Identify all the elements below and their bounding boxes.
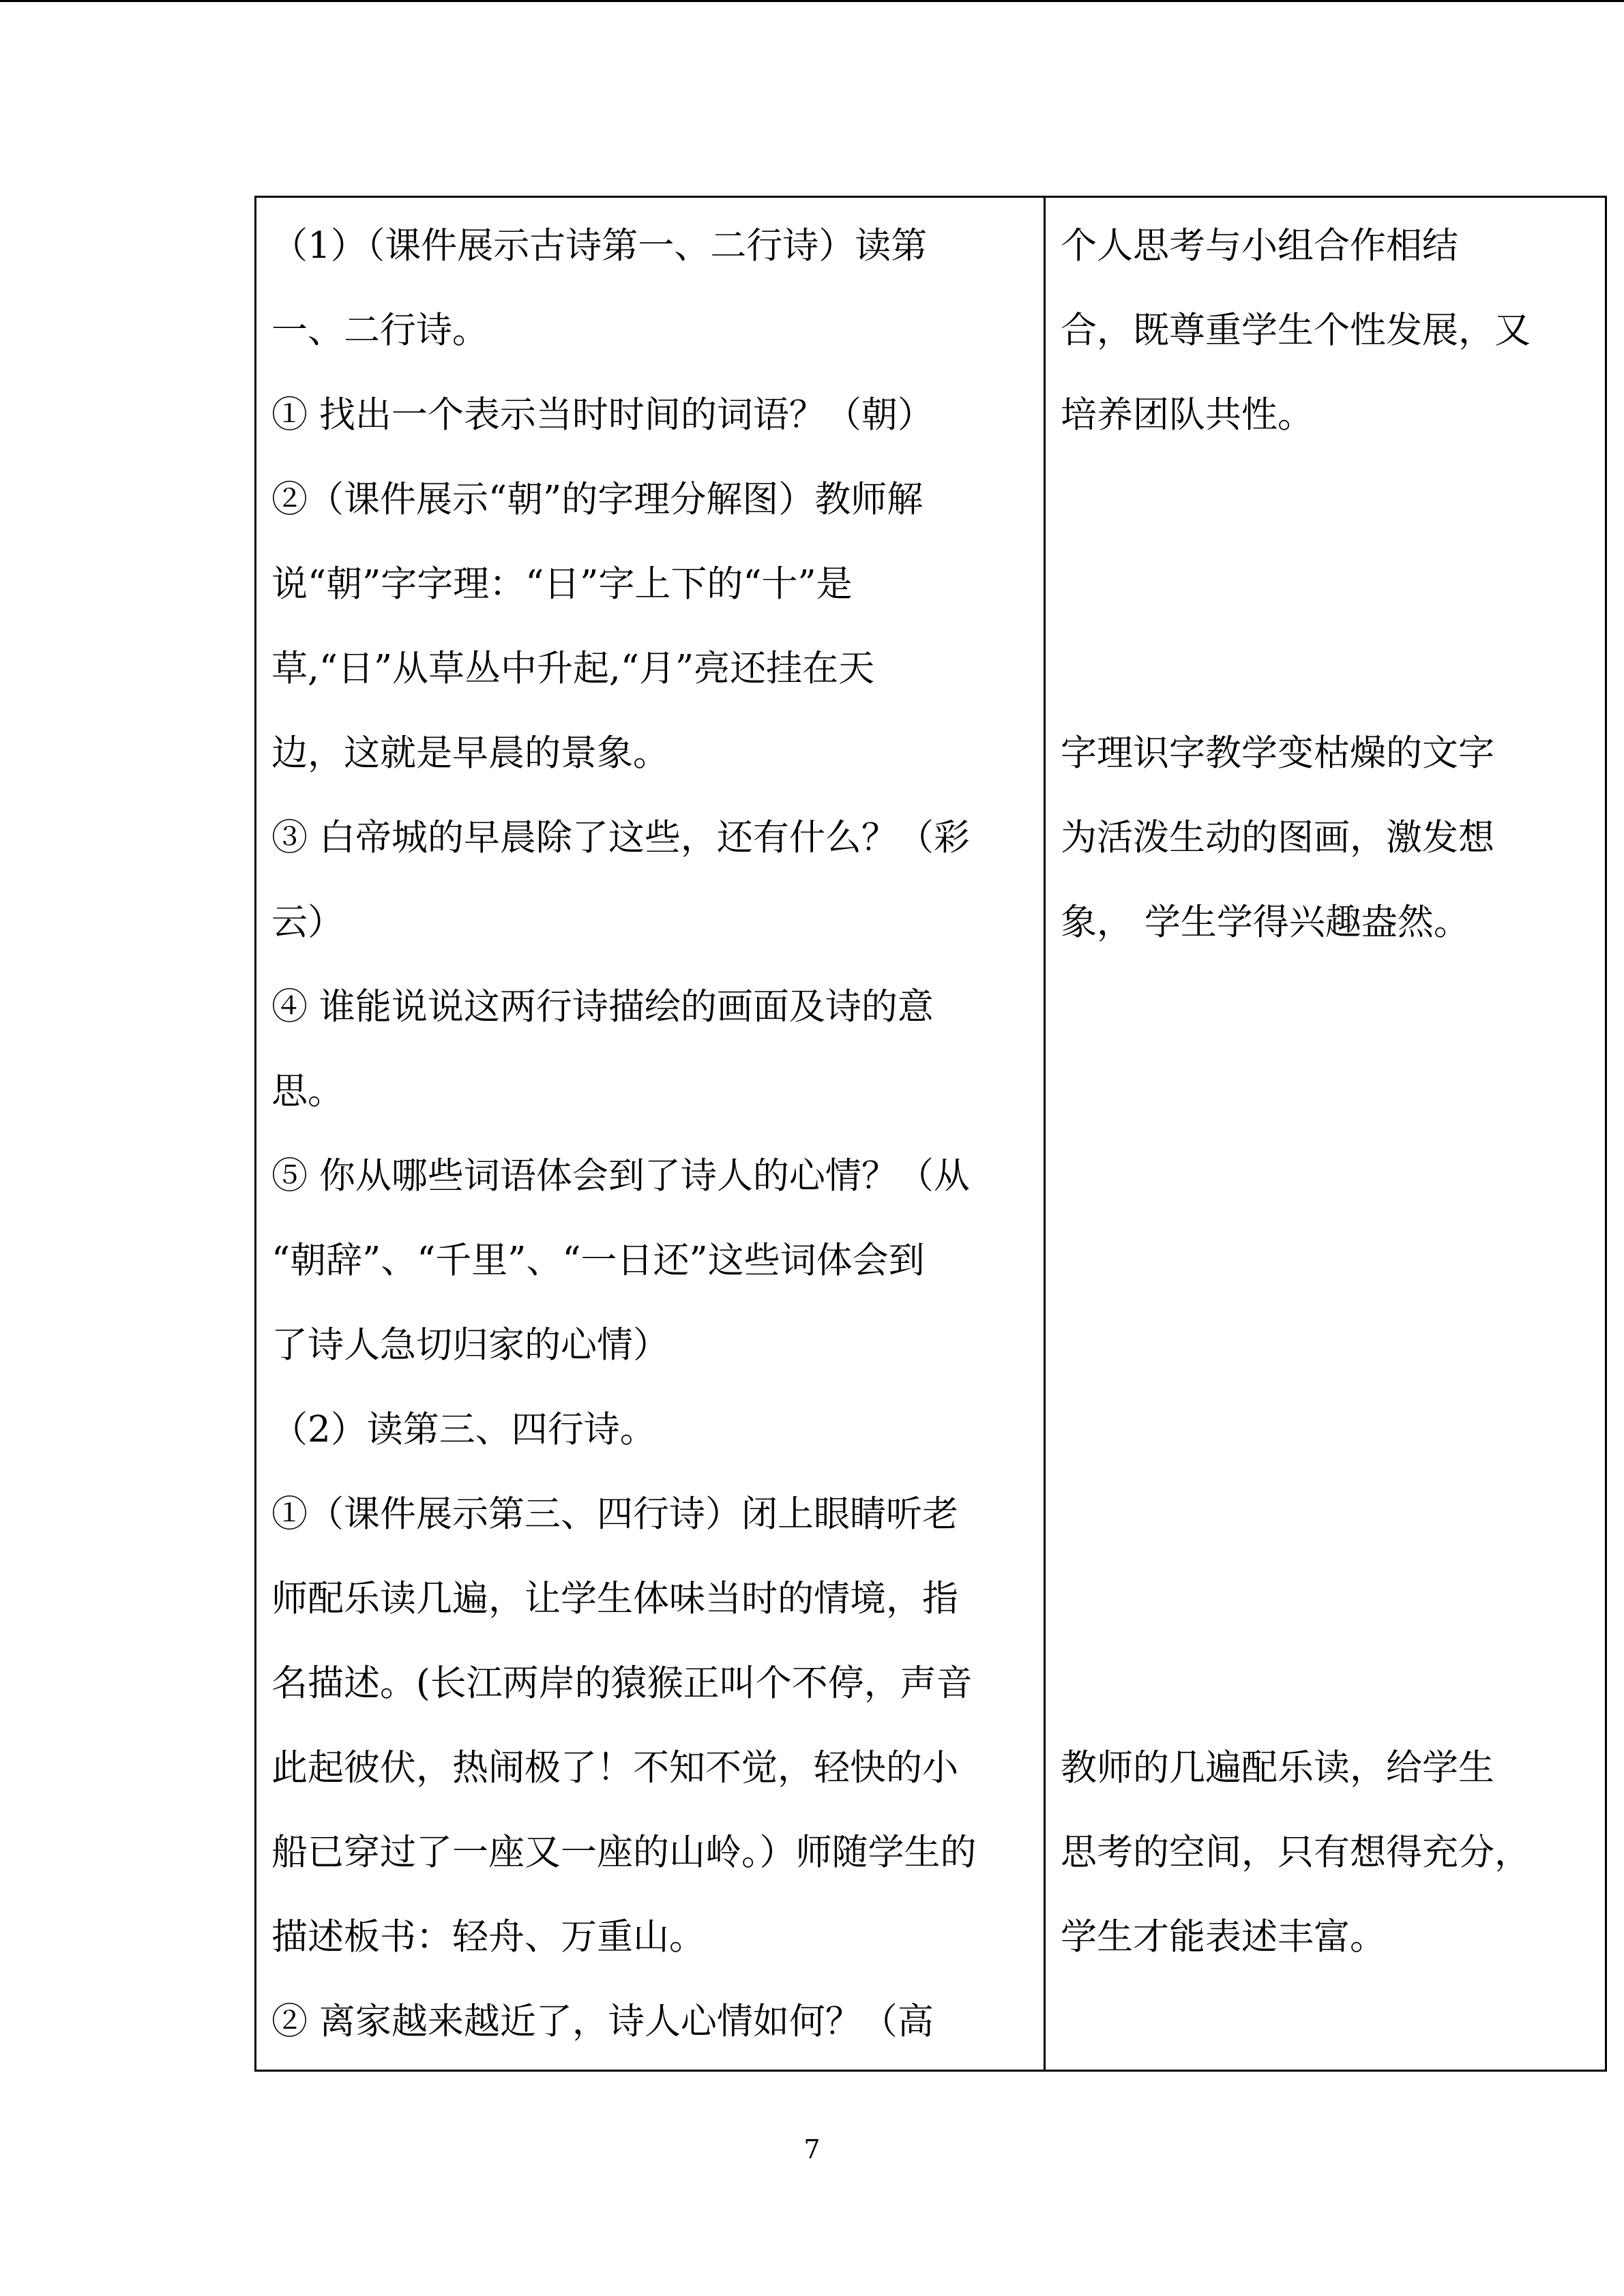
design-intent-column	[1046, 198, 1605, 2070]
process-line: 船已穿过了一座又一座的山岭。）师随学生的	[271, 1832, 977, 1873]
process-line: 草,“日”从草丛中升起,“月”亮还挂在天	[271, 648, 875, 689]
process-line: 云）	[271, 901, 344, 943]
process-line: 思。	[271, 1071, 344, 1112]
intent-note-3-line: 思考的空间，只有想得充分，	[1061, 1832, 1531, 1873]
process-line: 一、二行诗。	[271, 310, 488, 351]
process-line: ① 找出一个表示当时时间的词语？（朝）	[271, 394, 934, 436]
intent-note-1-line: 培养团队共性。	[1061, 394, 1314, 436]
process-line: ②（课件展示“朝”的字理分解图）教师解	[271, 479, 924, 520]
intent-note-2-line: 象， 学生学得兴趣盎然。	[1061, 901, 1470, 943]
process-line: ⑤ 你从哪些词语体会到了诗人的心情？（从	[271, 1155, 970, 1197]
intent-note-2-line: 为活泼生动的图画，激发想	[1061, 817, 1494, 859]
process-line: ② 离家越来越近了，诗人心情如何？（高	[271, 2001, 934, 2042]
process-line: “朝辞”、“千里”、“一日还”这些词体会到	[271, 1240, 925, 1281]
process-line: （1）（课件展示古诗第一、二行诗）读第	[271, 225, 928, 267]
process-line: ④ 谁能说说这两行诗描绘的画面及诗的意	[271, 986, 934, 1028]
process-line: （2）读第三、四行诗。	[271, 1409, 656, 1450]
intent-note-3-line: 教师的几遍配乐读，给学生	[1061, 1747, 1494, 1789]
top-border-line	[0, 0, 1624, 2]
process-line: 名描述。(长江两岸的猿猴正叫个不停，声音	[271, 1663, 973, 1704]
intent-note-1-line: 个人思考与小组合作相结	[1061, 225, 1458, 267]
intent-note-2-line: 字理识字教学变枯燥的文字	[1061, 732, 1494, 774]
process-line: ①（课件展示第三、四行诗）闭上眼睛听老	[271, 1493, 958, 1535]
process-line: 边，这就是早晨的景象。	[271, 732, 669, 774]
lesson-plan-table	[254, 196, 1607, 2072]
process-line: ③ 白帝城的早晨除了这些，还有什么？（彩	[271, 817, 970, 859]
intent-note-1-line: 合，既尊重学生个性发展，又	[1061, 310, 1531, 351]
process-line: 了诗人急切归家的心情）	[271, 1324, 669, 1366]
intent-note-3-line: 学生才能表述丰富。	[1061, 1916, 1386, 1958]
process-line: 此起彼伏，热闹极了！不知不觉，轻快的小	[271, 1747, 958, 1789]
process-line: 描述板书：轻舟、万重山。	[271, 1916, 705, 1958]
process-line: 师配乐读几遍，让学生体味当时的情境，指	[271, 1578, 958, 1620]
teaching-process-column	[256, 198, 1046, 2070]
page-number: 7	[803, 2134, 821, 2164]
process-line: 说“朝”字字理：“日”字上下的“十”是	[271, 563, 853, 605]
